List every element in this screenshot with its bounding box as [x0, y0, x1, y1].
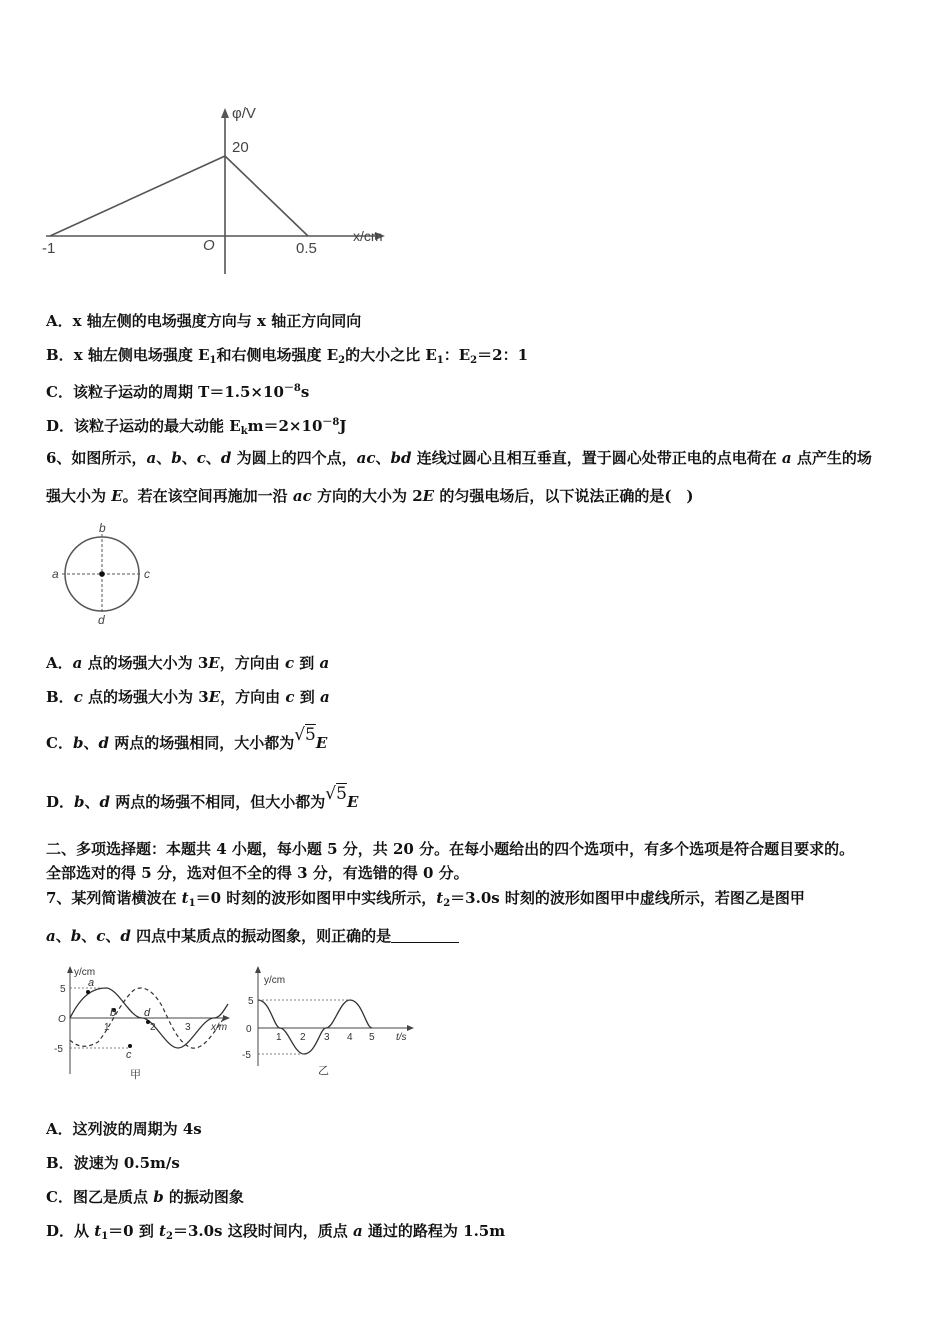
option-label: C．	[46, 734, 73, 752]
point-label-c: c	[144, 567, 150, 581]
caption-jia: 甲	[130, 1069, 141, 1081]
potential-graph	[40, 98, 400, 278]
text-segment: ＝3.0s 这段时间内，质点	[172, 1222, 353, 1240]
text-segment: 两点的场强不相同，但大小都为	[110, 793, 326, 811]
option-label: B．	[46, 688, 74, 706]
variable: c	[284, 654, 295, 672]
variable: E	[111, 487, 123, 505]
variable: E	[208, 688, 221, 706]
sqrt-symbol: √5	[294, 725, 316, 745]
text-segment: 到	[294, 688, 320, 706]
text-segment: ，方向由	[220, 688, 286, 706]
variable: a	[352, 1222, 363, 1240]
q6-option-b	[46, 687, 330, 707]
t-tick-4: 4	[347, 1032, 353, 1043]
superscript: －8	[322, 417, 340, 428]
point-a	[86, 990, 90, 994]
text-segment: 到	[294, 654, 320, 672]
point-label-b: b	[110, 1007, 117, 1019]
point-label-d: d	[98, 613, 105, 627]
q7-option-a	[46, 1119, 202, 1139]
variable: t	[94, 1222, 102, 1240]
q7-stem-line2	[46, 926, 459, 946]
x-axis-arrow	[223, 1015, 230, 1021]
potential-curve	[50, 156, 308, 236]
wave-graph-jia	[48, 962, 238, 1087]
variable: a	[319, 654, 330, 672]
x-tick-1: 1	[104, 1022, 110, 1033]
t-axis-label: t/s	[396, 1032, 407, 1043]
variable: E	[315, 734, 328, 752]
variable: ac	[356, 449, 376, 467]
y-axis-arrow	[67, 966, 73, 973]
variable: a	[781, 449, 792, 467]
y-tick-neg5: -5	[54, 1044, 63, 1055]
text-segment: ，方向由	[219, 654, 285, 672]
option-text: 波速为 0.5m/s	[73, 1154, 180, 1172]
subscript: k	[240, 426, 248, 437]
q5-option-d	[46, 413, 346, 442]
y-axis-label: φ/V	[232, 105, 256, 122]
peak-label: 20	[232, 139, 249, 156]
x-axis-label: x/m	[211, 1022, 228, 1033]
subscript: 2	[338, 355, 346, 366]
section-heading-line1: 二、多项选择题：本题共 4 小题，每小题 5 分，共 20 分。在每小题给出的四个选项中，有多个选项是符合题目要求的。	[46, 840, 855, 858]
variable: E	[422, 487, 435, 505]
option-label: B．	[46, 1154, 74, 1172]
text-segment: 强大小为	[46, 487, 112, 505]
y-axis-arrow	[255, 966, 261, 973]
text-segment: 的匀强电场后，以下说法正确的是( )	[434, 487, 694, 505]
text-segment: m＝2×10	[247, 417, 323, 435]
text-segment: ＝3.0s 时刻的波形如图甲中虚线所示，若图乙是图甲	[450, 889, 805, 907]
option-label: A．	[46, 654, 73, 672]
variable: E	[208, 654, 220, 672]
point-label-d: d	[144, 1007, 151, 1019]
point-label-b: b	[99, 521, 106, 535]
circle-diagram	[48, 520, 158, 628]
x-tick-2: 2	[150, 1022, 156, 1033]
option-label: A．	[46, 1120, 73, 1138]
text-segment: 点的场强大小为 3	[82, 654, 209, 672]
variable: d	[120, 927, 131, 945]
left-tick-label: -1	[42, 240, 56, 257]
variable: c	[196, 449, 206, 467]
point-c	[128, 1044, 132, 1048]
point-label-a: a	[52, 567, 59, 581]
option-label: C．	[46, 1188, 73, 1206]
t-axis-arrow	[407, 1025, 414, 1031]
radicand: 5	[305, 725, 316, 745]
text-segment: 点产生的场	[791, 449, 872, 467]
text-segment: 为圆上的四个点，	[231, 449, 357, 467]
x-tick-3: 3	[185, 1022, 191, 1033]
text-segment: 该粒子运动的周期 T＝1.5×10	[72, 383, 284, 401]
option-text: x 轴左侧的电场强度方向与 x 轴正方向同向	[72, 312, 362, 330]
q6-stem-line2	[46, 486, 694, 506]
text-segment: 从	[74, 1222, 95, 1240]
text-segment: 6、如图所示，	[46, 449, 147, 467]
text-segment: 两点的场强相同，大小都为	[108, 734, 295, 752]
origin-label: O	[58, 1014, 66, 1025]
q7-option-b	[46, 1153, 180, 1173]
text-segment: 、	[156, 449, 172, 467]
text-segment: 方向的大小为 2	[311, 487, 423, 505]
subscript: 2	[165, 1231, 173, 1242]
answer-blank	[391, 928, 459, 943]
x-axis-label: x/cm	[353, 228, 383, 244]
subscript: 1	[436, 355, 444, 366]
variable: t	[159, 1222, 166, 1240]
y-tick-neg5: -5	[242, 1050, 251, 1061]
variable: a	[146, 449, 157, 467]
subscript: 1	[209, 355, 217, 366]
variable: a	[319, 688, 330, 706]
q6-option-a	[46, 653, 329, 673]
y-tick-5: 5	[60, 984, 66, 995]
q7-option-d	[46, 1221, 505, 1247]
variable: d	[99, 793, 111, 811]
text-segment: 连线过圆心且相互垂直，置于圆心处带正电的点电荷在	[411, 449, 782, 467]
text-segment: 图乙是质点	[72, 1188, 154, 1206]
text-segment: 该粒子运动的最大动能 E	[74, 417, 241, 435]
variable: b	[72, 734, 84, 752]
text-segment: J	[339, 417, 347, 435]
text-segment: 、	[55, 927, 71, 945]
variable: bd	[390, 449, 412, 467]
text-segment: 四点中某质点的振动图象，则正确的是	[130, 927, 392, 945]
q7-option-c	[46, 1187, 244, 1207]
t-tick-1: 1	[276, 1032, 282, 1043]
variable: c	[285, 688, 295, 706]
variable: b	[171, 449, 182, 467]
variable: b	[74, 793, 85, 811]
vibration-graph-yi	[238, 962, 418, 1087]
subscript: 2	[470, 355, 478, 366]
vibration-curve	[258, 1000, 372, 1054]
option-label: C．	[46, 383, 73, 401]
t-tick-3: 3	[324, 1032, 330, 1043]
caption-yi: 乙	[318, 1065, 329, 1077]
text-segment: 、	[83, 734, 99, 752]
variable: d	[98, 734, 109, 752]
origin-label: O	[203, 237, 215, 254]
option-label: D．	[46, 793, 75, 811]
text-segment: 、	[81, 927, 97, 945]
text-segment: 、	[205, 449, 221, 467]
variable: a	[72, 654, 83, 672]
text-segment: s	[300, 383, 310, 401]
variable: ac	[292, 487, 312, 505]
text-segment: 和右侧电场强度 E	[216, 346, 339, 364]
variable: c	[73, 688, 83, 706]
center-charge	[99, 571, 105, 577]
option-label: B．	[46, 346, 74, 364]
option-label: A．	[46, 312, 73, 330]
text-segment: 通过的路程为 1.5m	[362, 1222, 506, 1240]
right-tick-label: 0.5	[296, 240, 317, 257]
q6-option-d	[46, 784, 359, 812]
text-segment: 的大小之比 E	[345, 346, 437, 364]
variable: c	[96, 927, 106, 945]
text-segment: 的振动图象	[163, 1188, 244, 1206]
text-segment: ：E	[443, 346, 471, 364]
subscript: 1	[188, 898, 196, 909]
text-segment: ＝0 到	[108, 1222, 160, 1240]
y-axis-label: y/cm	[74, 967, 96, 978]
text-segment: 7、某列简谐横波在	[46, 889, 182, 907]
variable: t	[436, 889, 444, 907]
option-label: D．	[46, 1222, 75, 1240]
q6-stem-line1	[46, 448, 872, 468]
radicand: 5	[336, 784, 347, 804]
q6-option-c	[46, 725, 328, 753]
variable: a	[46, 927, 56, 945]
q5-option-c	[46, 379, 309, 402]
q7-stem-line1	[46, 888, 805, 914]
subscript: 1	[101, 1231, 109, 1242]
section-heading-line2: 全部选对的得 5 分，选对但不全的得 3 分，有选错的得 0 分。	[46, 864, 469, 882]
q5-option-b	[46, 345, 528, 371]
variable: t	[181, 889, 189, 907]
point-label-a: a	[88, 977, 95, 989]
text-segment: 、	[181, 449, 197, 467]
variable: d	[220, 449, 232, 467]
origin-label: 0	[246, 1024, 252, 1035]
point-label-c: c	[126, 1049, 132, 1061]
option-label: D．	[46, 417, 75, 435]
text-segment: ＝0 时刻的波形如图甲中实线所示，	[195, 889, 437, 907]
text-segment: 、	[84, 793, 100, 811]
option-text: 这列波的周期为 4s	[72, 1120, 202, 1138]
t-tick-2: 2	[300, 1032, 306, 1043]
sqrt-symbol: √5	[325, 784, 347, 804]
t-tick-5: 5	[369, 1032, 375, 1043]
variable: E	[346, 793, 359, 811]
q5-option-a	[46, 311, 361, 331]
text-segment: 点的场强大小为 3	[82, 688, 209, 706]
text-segment: ＝2：1	[477, 346, 529, 364]
superscript: －8	[283, 383, 301, 394]
text-segment: 、	[105, 927, 121, 945]
variable: b	[70, 927, 82, 945]
text-segment: x 轴左侧电场强度 E	[73, 346, 210, 364]
text-segment: 。若在该空间再施加一沿	[122, 487, 293, 505]
text-segment: 、	[375, 449, 391, 467]
subscript: 2	[443, 898, 451, 909]
y-axis-arrow	[221, 108, 229, 118]
variable: b	[153, 1188, 164, 1206]
y-tick-5: 5	[248, 996, 254, 1007]
y-axis-label: y/cm	[264, 975, 286, 986]
